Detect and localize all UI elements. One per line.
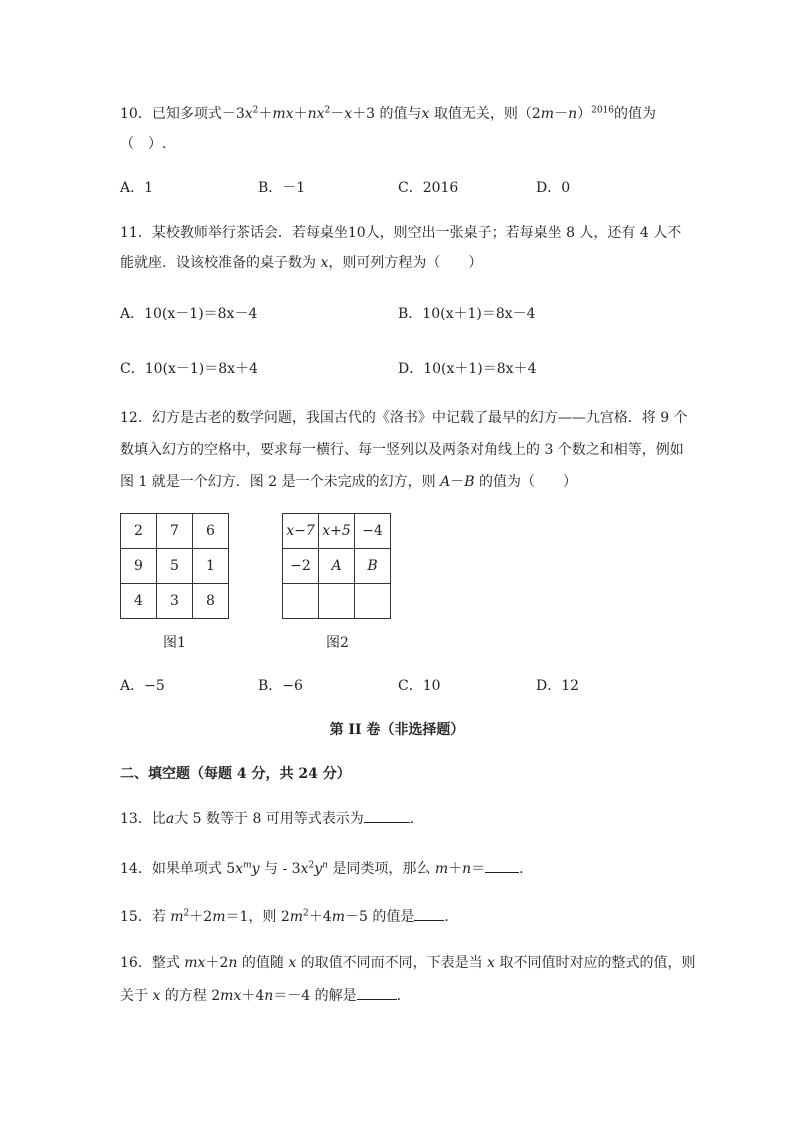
fig1-cell: 3 — [157, 584, 193, 619]
fig1-cell: 8 — [193, 584, 229, 619]
q11-option-d: D．10(x＋1)＝8x＋4 — [398, 361, 537, 377]
fig2-cell: x−7 — [283, 514, 319, 549]
q12-option-b: B．−6 — [258, 678, 303, 694]
fig2-cell — [355, 584, 391, 619]
q10-option-c: C．2016 — [398, 180, 459, 196]
answer-blank[interactable] — [485, 858, 519, 873]
q12-option-d: D．12 — [536, 678, 580, 694]
fig2-cell: −2 — [283, 549, 319, 584]
answer-blank[interactable] — [357, 985, 397, 1000]
fig1-cell: 2 — [121, 514, 157, 549]
fig2-cell: x+5 — [319, 514, 355, 549]
fig1-cell: 4 — [121, 584, 157, 619]
q12-option-a: A．−5 — [120, 678, 165, 694]
q10-option-b: B．－1 — [258, 180, 306, 196]
q10-line1: 10．已知多项式$-3x^2+mx+nx^2-x+3$ 的值与x 取值无关，则$(2m-n)^{2016}$的值为 — [120, 105, 656, 122]
answer-blank[interactable] — [414, 906, 444, 921]
fig2-cell: −4 — [355, 514, 391, 549]
fig1-cell: 5 — [157, 549, 193, 584]
part2-title: 二、填空题（每题 4 分，共 24 分） — [120, 766, 351, 782]
q11-option-c: C．10(x－1)＝8x＋4 — [120, 361, 258, 377]
q16-line1: 16．整式 mx＋2n 的值随 x 的取值不同而不同，下表是当 x 取不同值时对应的整式的值，则 — [120, 955, 696, 971]
q11-option-b: B．10(x＋1)＝8x－4 — [398, 306, 536, 322]
q12-line3: 图 1 就是一个幻方．图 2 是一个未完成的幻方，则 A－B 的值为（ ） — [120, 474, 577, 490]
fig1-cell: 7 — [157, 514, 193, 549]
q15-line: 15．若 $m^2+2m=1$，则 $2m^2+4m-5$ 的值是 ． — [120, 906, 458, 927]
fig2-cell: A — [319, 549, 355, 584]
q12-option-c: C．10 — [398, 678, 441, 694]
section-title: 第 II 卷（非选择题） — [329, 722, 465, 738]
q12-line2: 数填入幻方的空格中，要求每一横行、每一竖列以及两条对角线上的 3 个数之和相等，例如 — [120, 442, 684, 458]
q10-paren: （ ）. — [120, 136, 167, 152]
fig2-cell: B — [355, 549, 391, 584]
fig1-cell: 9 — [121, 549, 157, 584]
fig2-cell — [283, 584, 319, 619]
fig1-cell: 1 — [193, 549, 229, 584]
q16-line2: 关于 x 的方程 2mx＋4n＝－4 的解是 ． — [120, 985, 411, 1006]
q14-line: 14．如果单项式 $5x^my$ 与 - $3x^2y^n$ 是同类项，那么 m＋n＝ ． — [120, 858, 533, 879]
fig1-cell: 6 — [193, 514, 229, 549]
fig1-caption: 图1 — [163, 635, 186, 651]
fig2-cell — [319, 584, 355, 619]
magic-square-fig1 — [120, 513, 229, 619]
q12-line1: 12．幻方是古老的数学问题，我国古代的《洛书》中记载了最早的幻方——九宫格．将 9 个 — [120, 410, 688, 426]
magic-square-fig2 — [282, 513, 391, 619]
q11-line1: 11．某校教师举行茶话会．若每桌坐10人，则空出一张桌子；若每桌坐 8 人，还有 4 人不 — [120, 225, 682, 241]
q13-line: 13．比a大 5 数等于 8 可用等式表示为 ． — [120, 808, 424, 829]
q10-option-d: D．0 — [536, 180, 571, 196]
answer-blank[interactable] — [364, 808, 410, 823]
q11-line2: 能就座．设该校准备的桌子数为 x，则可列方程为（ ） — [120, 255, 483, 271]
fig2-caption: 图2 — [326, 635, 349, 651]
q11-option-a: A．10(x－1)＝8x－4 — [120, 306, 258, 322]
q10-option-a: A．1 — [120, 180, 154, 196]
